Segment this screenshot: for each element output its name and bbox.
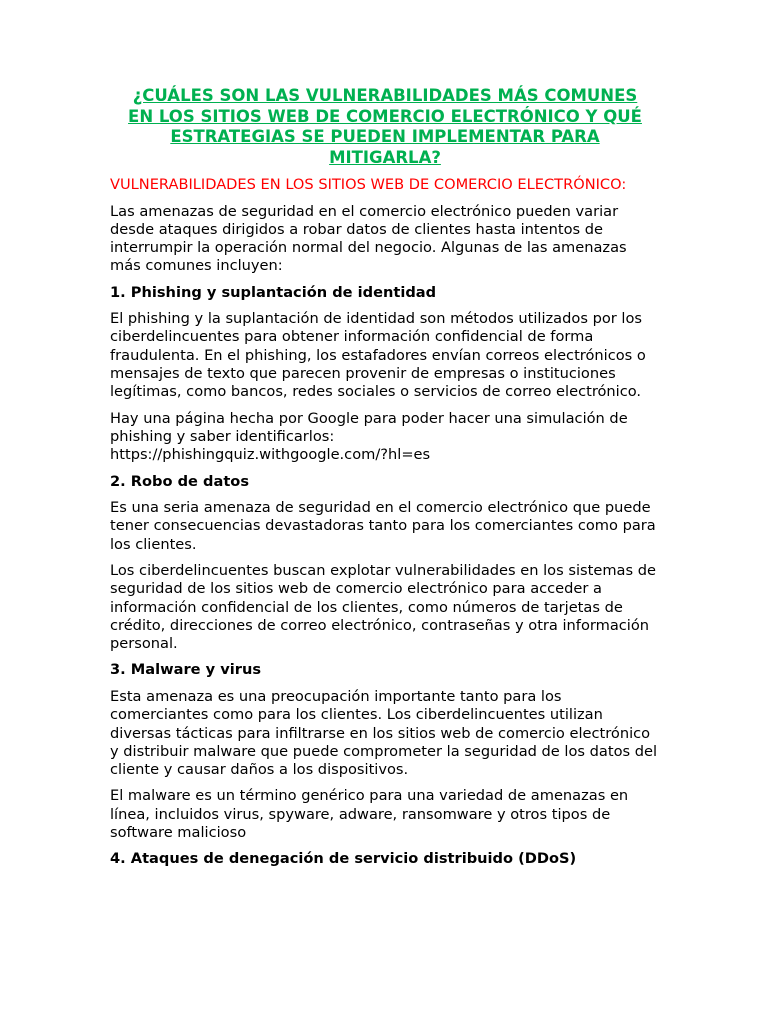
section-heading: VULNERABILIDADES EN LOS SITIOS WEB DE COMERCIO ELECTRÓNICO: xyxy=(110,176,627,193)
phishing-paragraph-2-text: Hay una página hecha por Google para poder hacer una simulación de phishing y saber identificarlos: xyxy=(110,409,628,445)
document-title: ¿CUÁLES SON LAS VULNERABILIDADES MÁS COMUNES EN LOS SITIOS WEB DE COMERCIO ELECTRÓNICO Y QUÉ ESTRATEGIAS SE PUEDEN IMPLEMENTAR PARA MITIGARLA? xyxy=(128,86,642,167)
item-heading-phishing: 1. Phishing y suplantación de identidad xyxy=(110,283,437,301)
item-heading-ddos: 4. Ataques de denegación de servicio distribuido (DDoS) xyxy=(110,850,577,868)
phishing-paragraph-1: El phishing y la suplantación de identidad son métodos utilizados por los ciberdelincuentes para obtener información confidencial de forma fraudulenta. En el phishing, los estafadores envían correos electrónicos o mensajes de texto que parecen provenir de empresas o instituciones legítimas, como bancos, redes sociales o servicios de correo electrónico. xyxy=(110,310,646,401)
intro-paragraph: Las amenazas de seguridad en el comercio electrónico pueden variar desde ataques dirigidos a robar datos de clientes hasta intentos de interrumpir la operación normal del negocio. Algunas de las amenazas más comunes incluyen: xyxy=(110,202,627,275)
phishing-quiz-link[interactable]: https://phishingquiz.withgoogle.com/?hl=es xyxy=(110,446,431,464)
item-heading-robo-datos: 2. Robo de datos xyxy=(110,472,250,490)
malware-paragraph-2: El malware es un término genérico para una variedad de amenazas en línea, incluidos virus, spyware, adware, ransomware y otros tipos de software malicioso xyxy=(110,787,629,842)
document-page xyxy=(110,86,660,877)
phishing-paragraph-2 xyxy=(110,410,660,465)
robo-datos-paragraph-2: Los ciberdelincuentes buscan explotar vulnerabilidades en los sistemas de seguridad de los sitios web de comercio electrónico para acceder a información confidencial de los clientes, como números de tarjetas de crédito, direcciones de correo electrónico, contraseñas y otra información personal. xyxy=(110,561,656,653)
robo-datos-paragraph-1: Es una seria amenaza de seguridad en el comercio electrónico que puede tener consecuencias devastadoras tanto para los comerciantes como para los clientes. xyxy=(110,499,656,553)
malware-paragraph-1: Esta amenaza es una preocupación importante tanto para los comerciantes como para los clientes. Los ciberdelincuentes utilizan diversas tácticas para infiltrarse en los sitios web de comercio electrónico y distribuir malware que puede comprometer la seguridad de los datos del cliente y causar daños a los dispositivos. xyxy=(110,687,658,779)
item-heading-malware: 3. Malware y virus xyxy=(110,661,262,679)
